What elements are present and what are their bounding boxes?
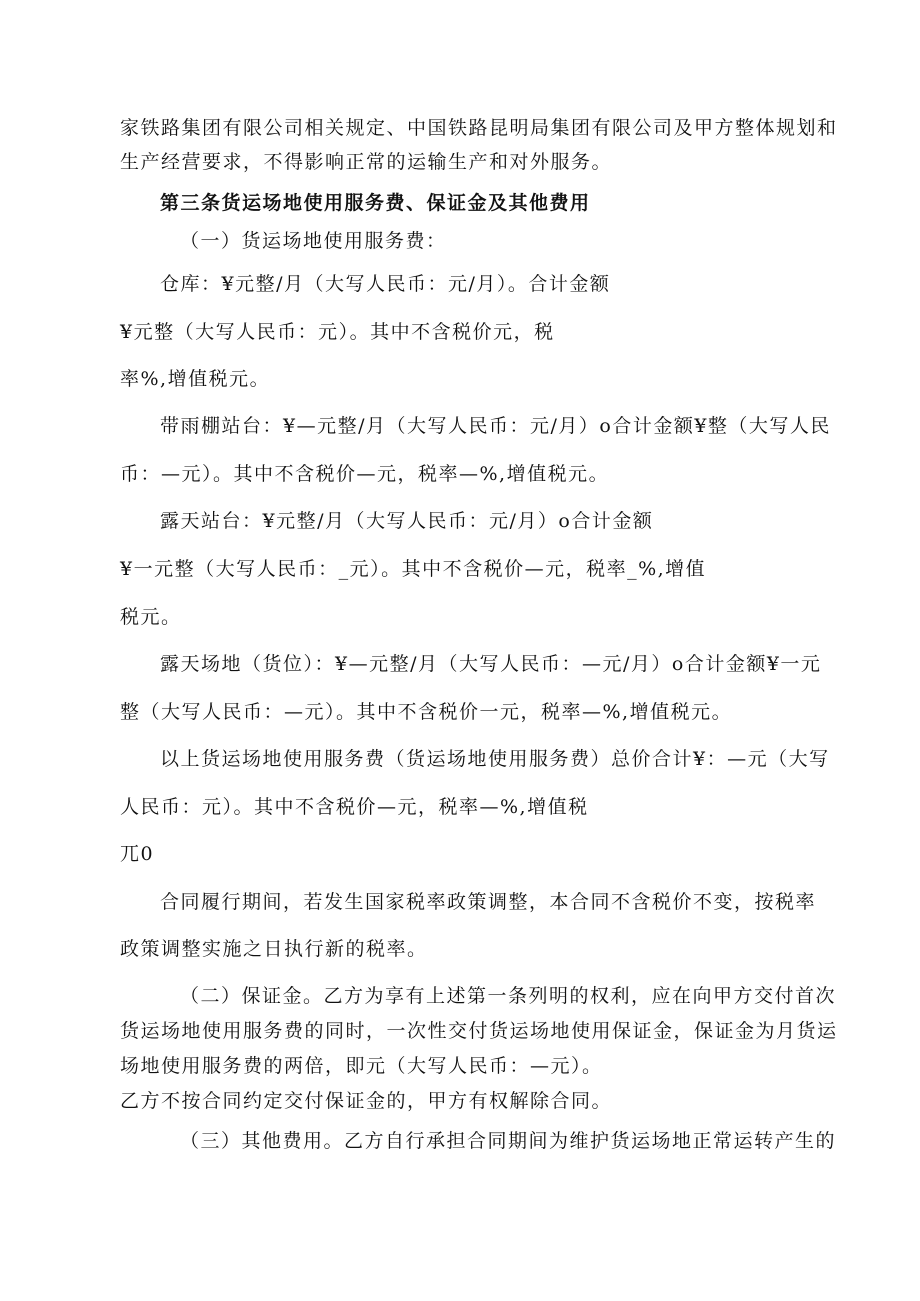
paragraph-line: 以上货运场地使用服务费（货运场地使用服务费）总价合计¥：—元（大写 xyxy=(160,748,830,770)
paragraph-line: （三）其他费用。乙方自行承担合同期间为维护货运场地正常运转产生的 xyxy=(180,1130,837,1152)
paragraph-line: 政策调整实施之日执行新的税率。 xyxy=(120,938,428,960)
paragraph-line: 人民币：元）。其中不含税价—元，税率—%,增值税 xyxy=(120,796,589,818)
paragraph-line: 仓库：¥元整/月（大写人民币：元/月）。合计金额 xyxy=(160,273,611,295)
paragraph-line: 货运场地使用服务费的同时，一次性交付货运场地使用保证金，保证金为月货运 xyxy=(120,1020,838,1042)
paragraph-line: 露天场地（货位）：¥—元整/月（大写人民币：—元/月）o合计金额¥一元 xyxy=(160,653,822,675)
paragraph-line: 家铁路集团有限公司相关规定、中国铁路昆明局集团有限公司及甲方整体规划和 xyxy=(120,117,838,139)
paragraph-line: 场地使用服务费的两倍，即元（大写人民币：—元）。 xyxy=(120,1055,603,1077)
paragraph-line: 率%,增值税元。 xyxy=(120,368,271,390)
subsection-heading: （一）货运场地使用服务费： xyxy=(180,230,447,252)
paragraph-line: （二）保证金。乙方为享有上述第一条列明的权利，应在向甲方交付首次 xyxy=(180,985,837,1007)
section-heading: 第三条货运场地使用服务费、保证金及其他费用 xyxy=(160,192,591,214)
paragraph-line: 生产经营要求，不得影响正常的运输生产和对外服务。 xyxy=(120,151,613,173)
paragraph-line: ¥元整（大写人民币：元）。其中不含税价元，税 xyxy=(120,321,555,343)
paragraph-line: 币：—元）。其中不含税价—元，税率—%,增值税元。 xyxy=(120,463,610,485)
paragraph-line: ¥一元整（大写人民币：_元）。其中不含税价—元，税率_%,增值 xyxy=(120,558,707,580)
paragraph-line: 合同履行期间，若发生国家税率政策调整，本合同不含税价不变，按税率 xyxy=(160,891,817,913)
paragraph-line: 兀0 xyxy=(120,843,155,865)
paragraph-line: 整（大写人民币：—元）。其中不含税价一元，税率—%,增值税元。 xyxy=(120,701,733,723)
paragraph-line: 露天站台：¥元整/月（大写人民币：元/月）o合计金额 xyxy=(160,510,654,532)
paragraph-line: 带雨棚站台：¥—元整/月（大写人民币：元/月）o合计金额¥整（大写人民 xyxy=(160,415,831,437)
paragraph-line: 乙方不按合同约定交付保证金的，甲方有权解除合同。 xyxy=(120,1090,613,1112)
paragraph-line: 税元。 xyxy=(120,606,182,628)
